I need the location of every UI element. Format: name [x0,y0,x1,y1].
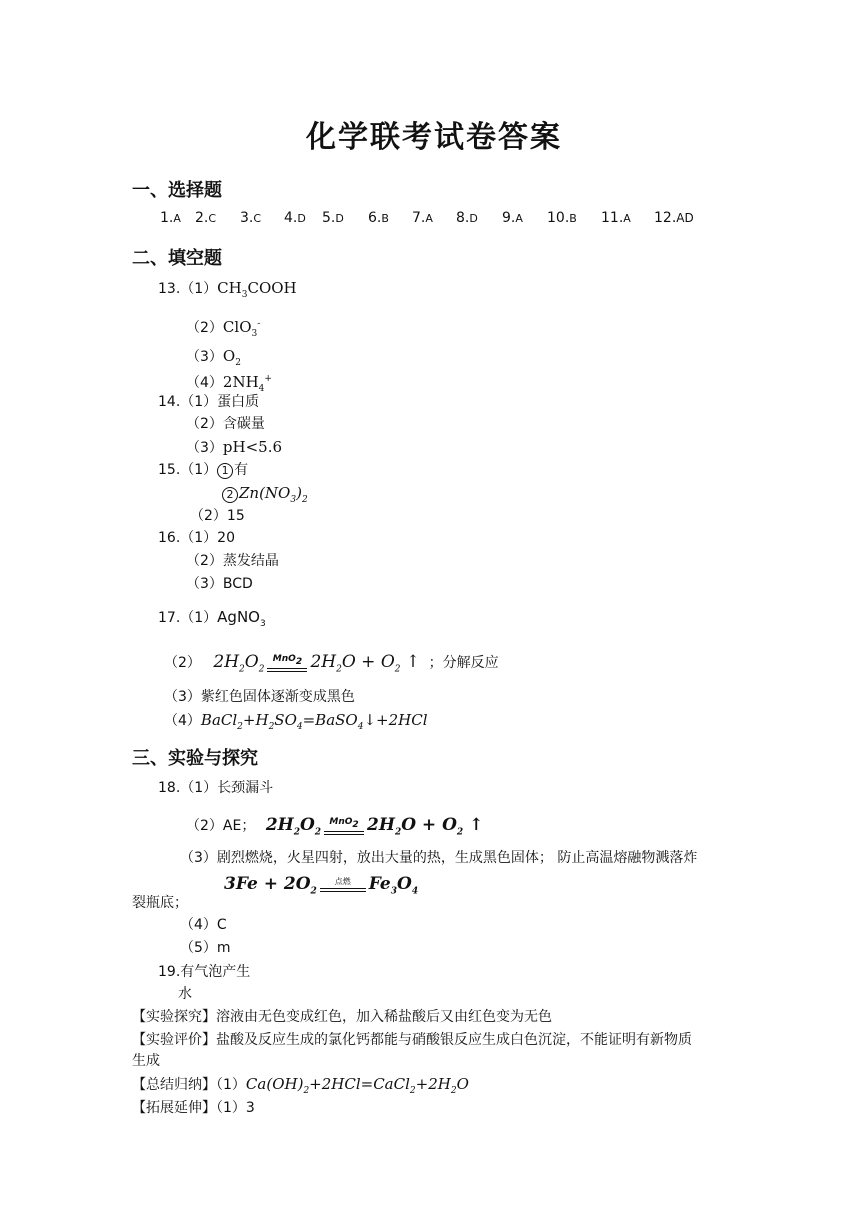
choice-answer-1: 1.A [160,210,181,226]
circled-number-2: 2 [222,487,238,503]
choice-answer-9: 9.A [502,210,523,226]
q19-eval: 【实验评价】盐酸及反应生成的氯化钙都能与硝酸银反应生成白色沉淀，不能证明有新物质 [132,1032,692,1048]
q18-part3-cont: 裂瓶底； [132,895,188,911]
choice-answer-11: 11.A [601,210,631,226]
q15-part1-2: 2 $Zn(NO_3)_2$ [222,483,308,510]
q18-equation-condition: MnO$_2$ [324,817,364,835]
q17-part3: （3）紫红色固体逐渐变成黑色 [164,689,355,705]
q16-part3: （3）BCD [186,576,253,592]
circled-number-1: 1 [217,463,233,479]
q17-part1: 17.（1）AgNO$_3$ [158,608,266,629]
q17-part4: $(4)BaCl_2+H_2SO_4=BaSO_4↓+2HCl$ [164,711,428,732]
q18-part2: （2）AE； $2H_2O_2$ MnO$_2$ $2H_2O + O_2$ ↑ [186,815,484,838]
choice-answer-2: 2.C [195,210,217,226]
q18-iron-condition: 点燃 [320,877,366,892]
q13-part1: $13.(1)CH_3COOH$ [158,279,297,300]
choice-answer-7: 7.A [412,210,433,226]
q18-part1: 18.（1）长颈漏斗 [158,780,274,796]
q19-extension: 【拓展延伸】（1）3 [132,1100,255,1116]
choice-answer-6: 6.B [368,210,389,226]
q18-equation: $2H_2O_2$ [265,815,322,838]
q13-part3: $(3)O_2$ [186,347,241,368]
section-heading-fill: 二、填空题 [132,248,222,269]
q19-water: 水 [178,986,192,1002]
q14-part3: （3）pH<5.6 [186,438,283,456]
q16-part1: 16.（1）20 [158,530,235,546]
q19-explore: 【实验探究】溶液由无色变成红色，加入稀盐酸后又由红色变为无色 [132,1009,552,1025]
q19-line1: 19.有气泡产生 [158,964,251,980]
q19-eval-cont: 生成 [132,1053,160,1069]
q19-summary: 【总结归纳】$(1)Ca(OH)_2+2HCl=CaCl_2+2H_2O$ [132,1075,469,1096]
choice-answer-3: 3.C [240,210,262,226]
section-heading-choice: 一、选择题 [132,180,222,201]
q18-equation-iron: $3Fe + 2O_2$ 点燃 $Fe_3O_4$ [224,874,419,897]
choice-answer-12: 12.AD [654,210,694,226]
q15-part2: （2）15 [190,508,245,524]
q16-part2: （2）蒸发结晶 [186,553,279,569]
choice-answer-10: 10.B [547,210,577,226]
q18-part3: （3）剧烈燃烧，火星四射，放出大量的热，生成黑色固体； 防止高温熔融物溅落炸 [180,850,698,866]
choice-answer-8: 8.D [456,210,478,226]
section-heading-experiment: 三、实验与探究 [132,748,258,769]
q18-part5: （5）m [180,940,231,956]
q14-part1: 14.（1）蛋白质 [158,394,260,410]
q17-part2: （2） $2H_2O_2$ MnO$_2$ $2H_2O + O_2$ ↑ ；分解反应 [164,652,499,675]
q13-part4: $(4)2NH_4^+$ [186,373,272,394]
q18-part4: （4）C [180,917,227,933]
page-title: 化学联考试卷答案 [306,120,562,155]
q17-equation-condition: MnO$_2$ [267,654,307,672]
choice-answer-5: 5.D [322,210,344,226]
q13-part2: （2）ClO$_3$- [186,318,261,339]
q14-part2: （2）含碳量 [186,416,265,432]
choice-answer-4: 4.D [284,210,306,226]
q17-equation: $2H_2O_2$ [213,652,265,675]
q15-part1: 15.（1） 1 有 [158,462,249,478]
